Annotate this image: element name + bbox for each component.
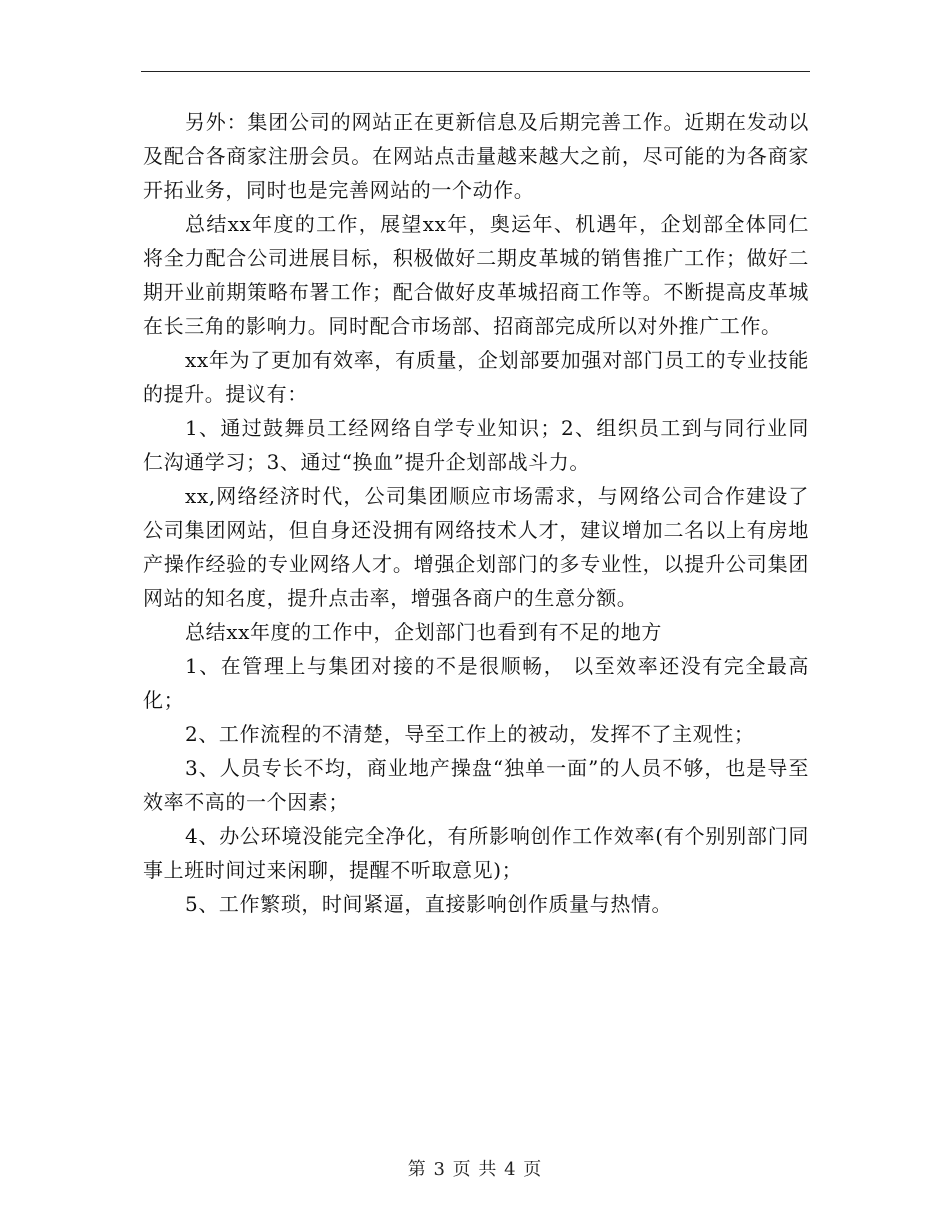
paragraph-network-talent: xx,网络经济时代，公司集团顺应市场需求，与网络公司合作建设了公司集团网站，但自身还没拥有网络技术人才，建议增加二名以上有房地产操作经验的专业网络人才。增强企划部门的多专业性，以提升公司集团网站的知名度，提升点击率，增强各商户的生意分额。 [143,484,809,610]
page-number-footer: 第 3 页 共 4 页 [407,1159,543,1180]
list-item-shortcoming-1: 1、在管理上与集团对接的不是很顺畅， 以至效率还没有完全最高化； [143,654,809,712]
list-item-shortcoming-3: 3、人员专长不均，商业地产操盘“独单一面”的人员不够，也是导至效率不高的一个因素； [143,756,809,814]
document-body [143,105,809,921]
paragraph-annual-summary: 总结xx年度的工作，展望xx年，奥运年、机遇年，企划部全体同仁将全力配合公司进展目标，积极做好二期皮革城的销售推广工作；做好二期开业前期策略布署工作；配合做好皮革城招商工作等。不断提高皮革城在长三角的影响力。同时配合市场部、招商部完成所以对外推广工作。 [143,212,809,338]
paragraph-skill-improvement: xx年为了更加有效率，有质量，企划部要加强对部门员工的专业技能的提升。提议有： [143,348,809,406]
paragraph-shortcomings-intro: 总结xx年度的工作中，企划部门也看到有不足的地方 [185,620,662,644]
list-item-shortcoming-4: 4、办公环境没能完全净化，有所影响创作工作效率(有个别别部门同事上班时间过来闲聊，提醒不听取意见)； [143,824,809,882]
paragraph-suggestions: 1、通过鼓舞员工经网络自学专业知识；2、组织员工到与同行业同仁沟通学习；3、通过“换血”提升企划部战斗力。 [143,416,809,474]
list-item-shortcoming-2: 2、工作流程的不清楚，导至工作上的被动，发挥不了主观性； [185,722,755,746]
header-rule [141,71,810,72]
list-item-shortcoming-5: 5、工作繁琐，时间紧逼，直接影响创作质量与热情。 [185,892,673,916]
paragraph-website-update: 另外：集团公司的网站正在更新信息及后期完善工作。近期在发动以及配合各商家注册会员。在网站点击量越来越大之前，尽可能的为各商家开拓业务，同时也是完善网站的一个动作。 [143,110,809,202]
